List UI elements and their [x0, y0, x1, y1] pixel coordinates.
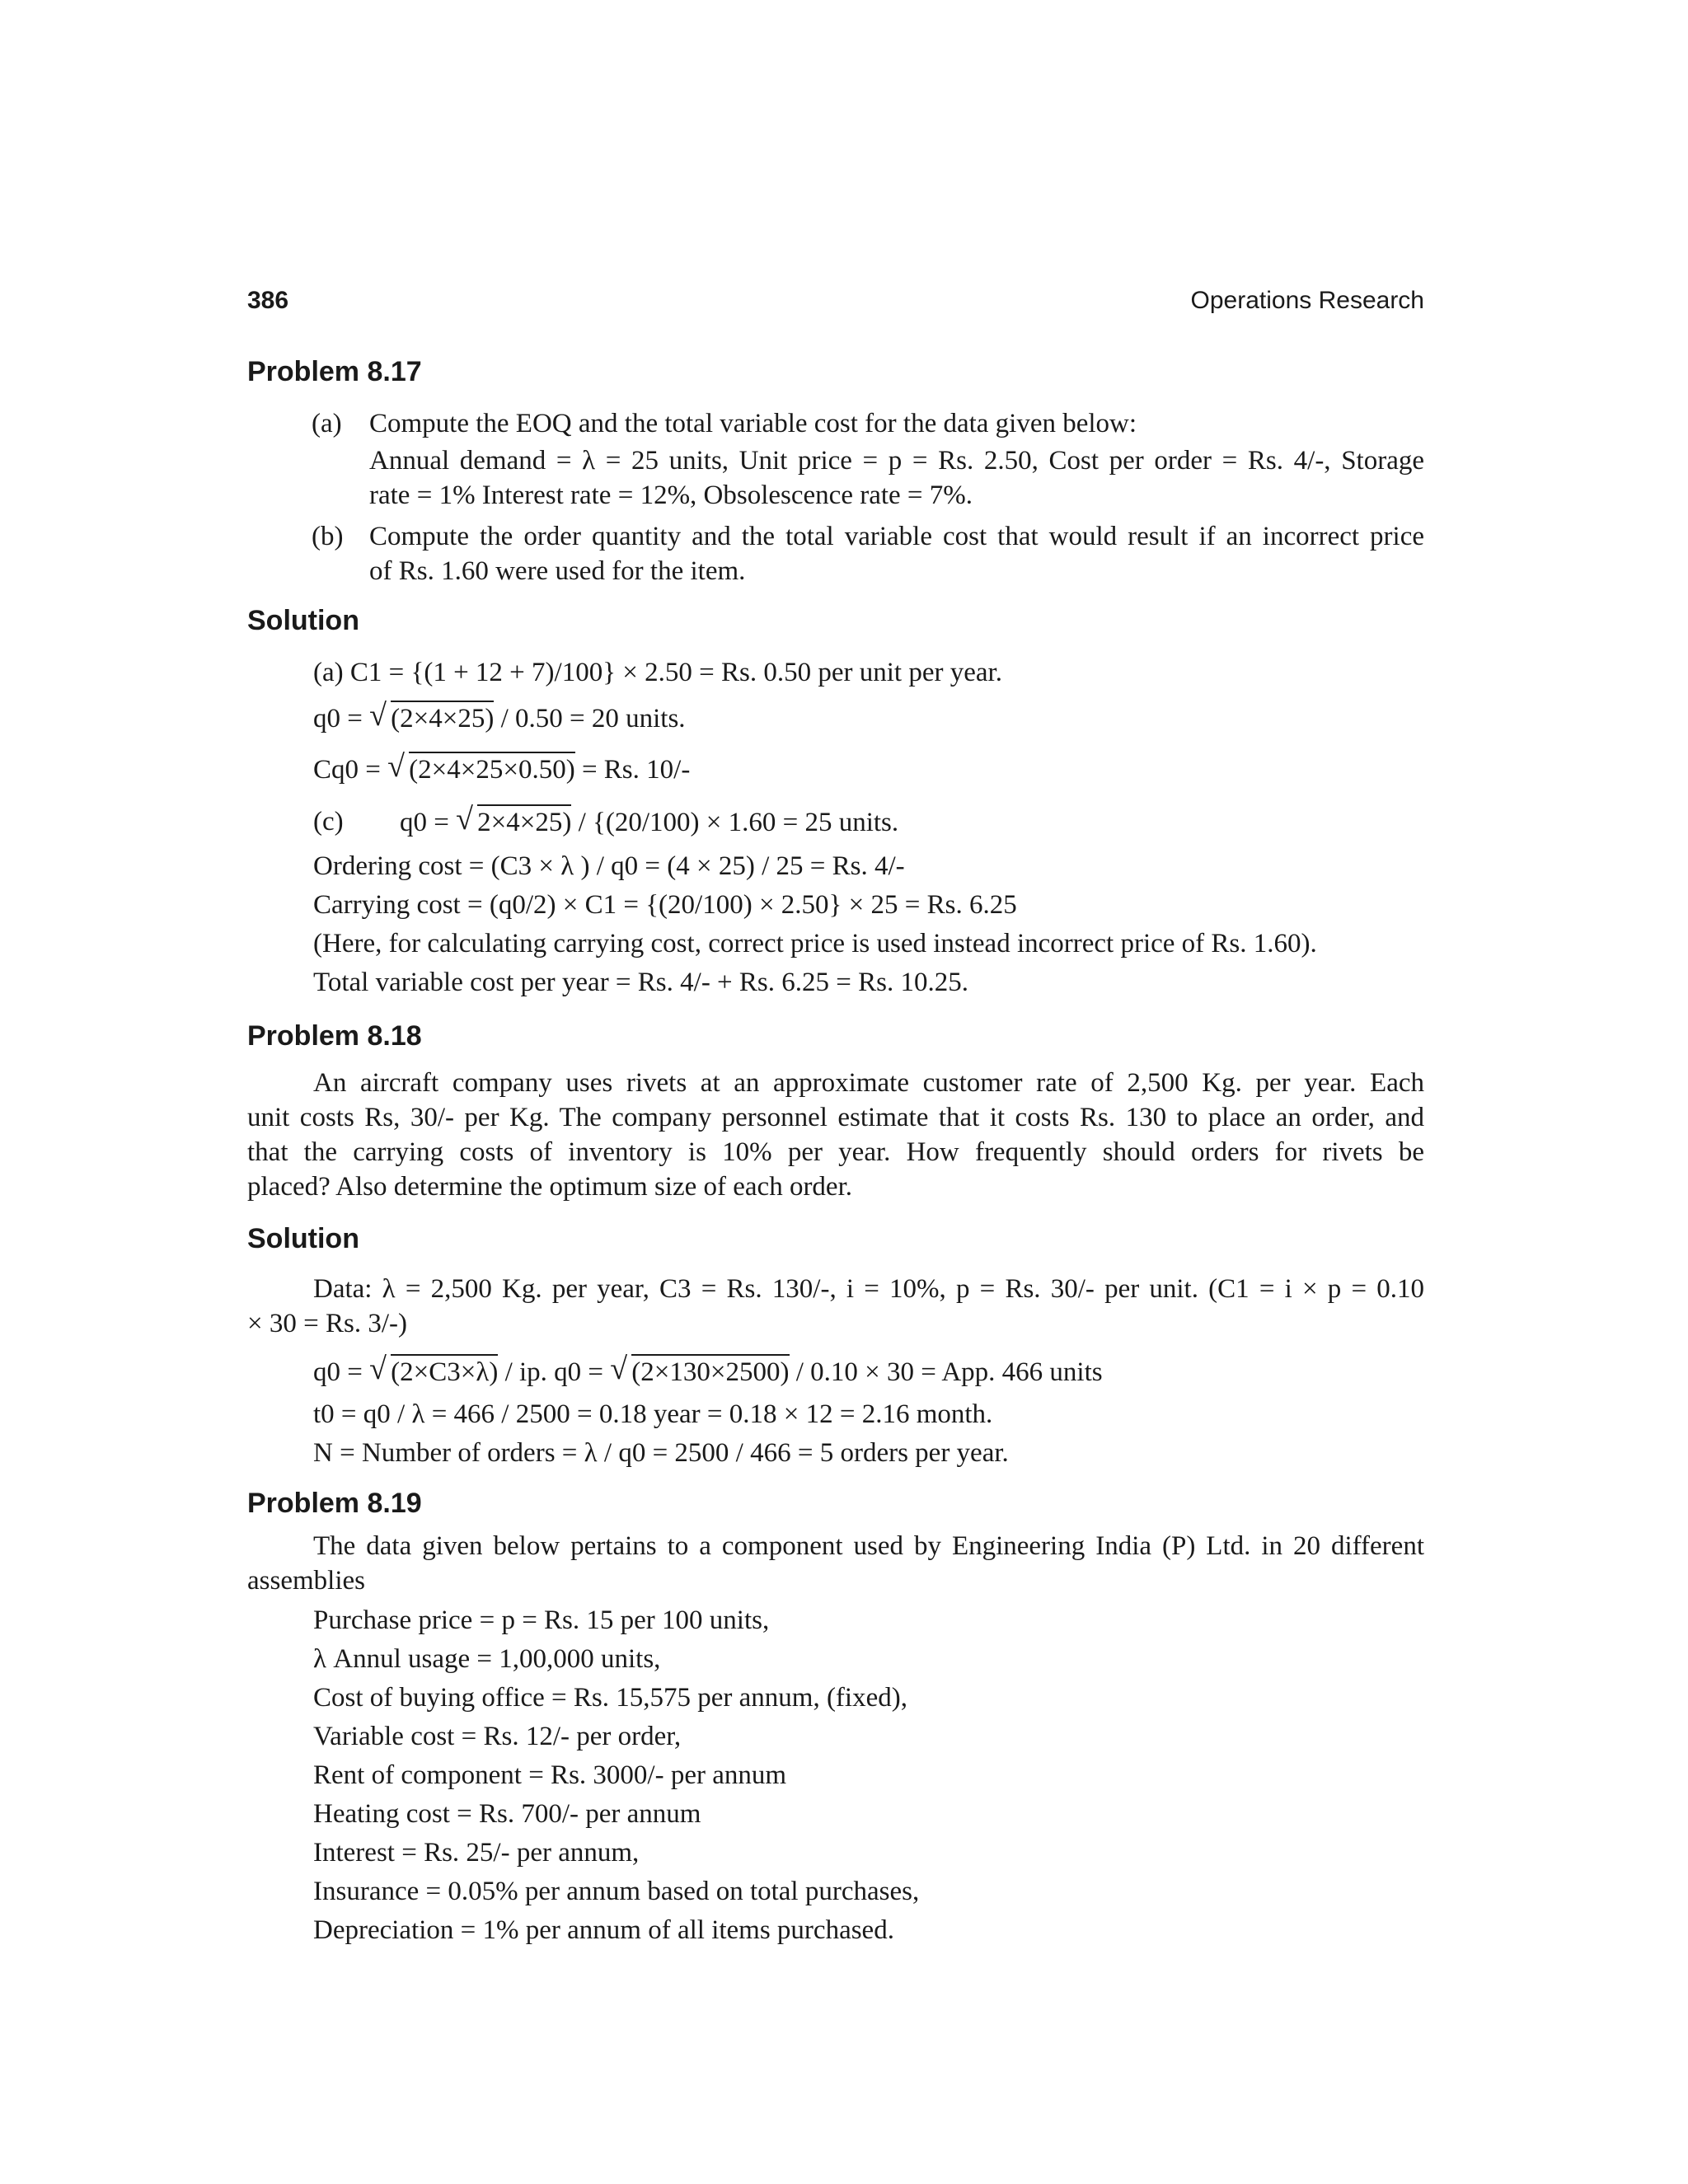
- radicand: (2×C3×λ): [391, 1354, 498, 1387]
- q0-rhs: / 0.50 = 20 units.: [500, 704, 686, 733]
- q0-lhs: q0 =: [313, 704, 363, 733]
- solution-line-q0: [313, 701, 686, 736]
- eoq-rhs: / 0.10 × 30 = App. 466 units: [795, 1357, 1103, 1387]
- running-title: Operations Research: [1190, 287, 1424, 314]
- note-line: (Here, for calculating carrying cost, correct price is used instead incorrect price of Rs. 1.60).: [313, 929, 1317, 958]
- radicand: 2×4×25): [477, 804, 571, 837]
- part-c-rhs: / {(20/100) × 1.60 = 25 units.: [578, 808, 899, 837]
- solution-8-17-heading: Solution: [247, 605, 359, 636]
- list-item: Rent of component = Rs. 3000/- per annum: [313, 1760, 787, 1790]
- list-item: Purchase price = p = Rs. 15 per 100 units,: [313, 1605, 770, 1635]
- solution-line-cq0: [313, 752, 690, 787]
- total-cost-line: Total variable cost per year = Rs. 4/- + Rs. 6.25 = Rs. 10.25.: [313, 968, 968, 997]
- square-root: [456, 804, 571, 840]
- solution-8-18-heading: Solution: [247, 1223, 359, 1254]
- part-b-text-line-1: Compute the order quantity and the total variable cost that would result if an incorrect price: [369, 522, 1424, 551]
- list-item: Cost of buying office = Rs. 15,575 per annum, (fixed),: [313, 1683, 907, 1713]
- part-b-label: (b): [312, 522, 344, 551]
- page-header: [247, 287, 1424, 320]
- problem-8-18-text-line-1: An aircraft company uses rivets at an approximate customer rate of 2,500 Kg. per year. Each: [313, 1068, 1424, 1098]
- problem-8-19-heading: Problem 8.19: [247, 1488, 422, 1519]
- list-item: Insurance = 0.05% per annum based on total purchases,: [313, 1877, 920, 1906]
- cycle-time-line: t0 = q0 / λ = 466 / 2500 = 0.18 year = 0.18 × 12 = 2.16 month.: [313, 1399, 993, 1429]
- solution-line-part-c: [400, 804, 898, 840]
- part-a-label: (a): [312, 409, 342, 438]
- radicand: (2×4×25): [391, 701, 494, 733]
- square-root: [610, 1354, 789, 1390]
- part-a-text: Compute the EOQ and the total variable cost for the data given below:: [369, 409, 1137, 438]
- square-root: [387, 752, 575, 787]
- carrying-cost-line: Carrying cost = (q0/2) × C1 = {(20/100) × 2.50} × 25 = Rs. 6.25: [313, 890, 1017, 920]
- radicand: (2×130×2500): [631, 1354, 789, 1387]
- cq0-rhs: = Rs. 10/-: [581, 755, 691, 785]
- data-line-2: × 30 = Rs. 3/-): [247, 1309, 407, 1338]
- list-item: Heating cost = Rs. 700/- per annum: [313, 1799, 701, 1829]
- radicand: (2×4×25×0.50): [409, 752, 575, 785]
- part-a-data-line-1: Annual demand = λ = 25 units, Unit price = p = Rs. 2.50, Cost per order = Rs. 4/-, Storage: [369, 446, 1424, 476]
- problem-8-18-text-line-2: unit costs Rs, 30/- per Kg. The company personnel estimate that it costs Rs. 130 to place an order, and: [247, 1103, 1424, 1132]
- square-root: [369, 701, 494, 736]
- part-b-text-line-2: of Rs. 1.60 were used for the item.: [369, 556, 746, 586]
- problem-8-19-text-line-2: assemblies: [247, 1566, 365, 1596]
- document-page: [247, 0, 1424, 2184]
- problem-8-19-text-line-1: The data given below pertains to a component used by Engineering India (P) Ltd. in 20 different: [313, 1531, 1424, 1561]
- part-c-label: (c): [313, 807, 344, 837]
- problem-8-18-heading: Problem 8.18: [247, 1020, 422, 1052]
- eoq-equation-line: [313, 1354, 1103, 1390]
- ordering-cost-line: Ordering cost = (C3 × λ ) / q0 = (4 × 25) / 25 = Rs. 4/-: [313, 851, 905, 881]
- cq0-lhs: Cq0 =: [313, 755, 381, 785]
- data-line-1: Data: λ = 2,500 Kg. per year, C3 = Rs. 130/-, i = 10%, p = Rs. 30/- per unit. (C1 = i × p = 0.10: [313, 1274, 1424, 1304]
- eoq-middle: / ip. q0 =: [504, 1357, 604, 1387]
- solution-line-c1: (a) C1 = {(1 + 12 + 7)/100} × 2.50 = Rs. 0.50 per unit per year.: [313, 658, 1002, 687]
- problem-8-17-heading: Problem 8.17: [247, 356, 422, 387]
- square-root: [369, 1354, 498, 1390]
- problem-8-18-text-line-4: placed? Also determine the optimum size of each order.: [247, 1172, 852, 1202]
- problem-8-18-text-line-3: that the carrying costs of inventory is 10% per year. How frequently should orders for rivets be: [247, 1137, 1424, 1167]
- number-of-orders-line: N = Number of orders = λ / q0 = 2500 / 466 = 5 orders per year.: [313, 1438, 1009, 1468]
- list-item: Interest = Rs. 25/- per annum,: [313, 1838, 640, 1868]
- list-item: Variable cost = Rs. 12/- per order,: [313, 1722, 682, 1751]
- part-c-lhs: q0 =: [400, 808, 449, 837]
- eoq-lhs: q0 =: [313, 1357, 363, 1387]
- part-a-data-line-2: rate = 1% Interest rate = 12%, Obsolescence rate = 7%.: [369, 480, 973, 510]
- list-item: Depreciation = 1% per annum of all items purchased.: [313, 1915, 894, 1945]
- page-number: 386: [247, 287, 289, 314]
- list-item: λ Annul usage = 1,00,000 units,: [313, 1644, 661, 1674]
